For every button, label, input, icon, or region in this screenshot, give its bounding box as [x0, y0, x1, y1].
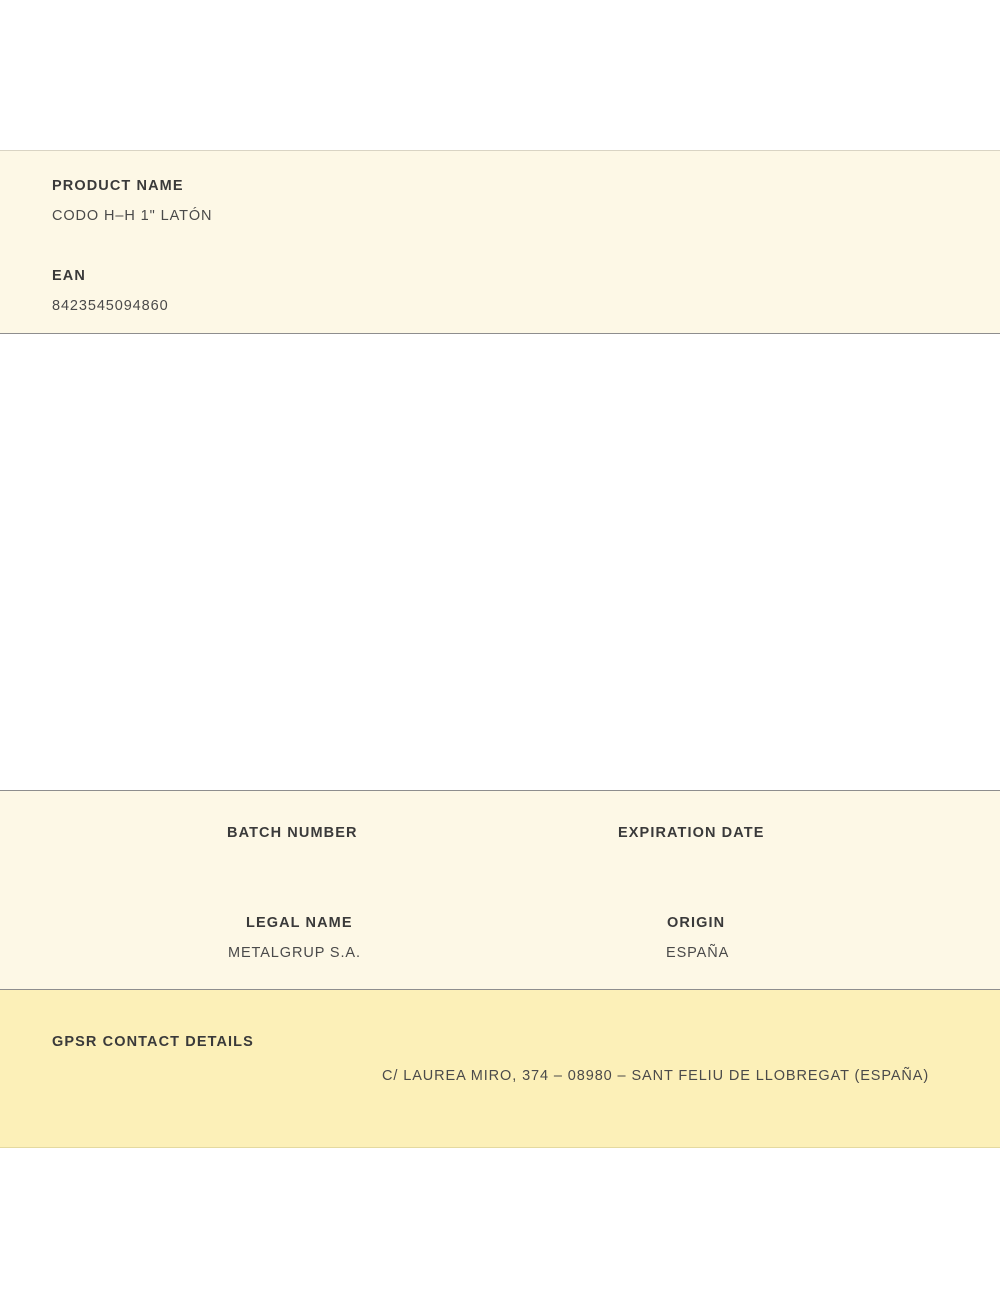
gpsr-contact-label: GPSR CONTACT DETAILS: [52, 1034, 254, 1050]
expiration-date-label: EXPIRATION DATE: [618, 825, 765, 841]
legal-name-value: METALGRUP S.A.: [228, 945, 361, 961]
origin-value: ESPAÑA: [666, 945, 730, 961]
batch-info-block: [0, 790, 1000, 990]
blank-content-area: [0, 334, 1000, 790]
ean-label: EAN: [52, 268, 86, 284]
legal-name-label: LEGAL NAME: [246, 915, 353, 931]
gpsr-contact-value: C/ LAUREA MIRO, 374 – 08980 – SANT FELIU DE LLOBREGAT (ESPAÑA): [382, 1068, 930, 1084]
product-name-value: CODO H–H 1" LATÓN: [52, 208, 213, 224]
origin-label: ORIGIN: [667, 915, 726, 931]
product-info-block: [0, 150, 1000, 334]
ean-value: 8423545094860: [52, 298, 169, 314]
product-name-label: PRODUCT NAME: [52, 178, 184, 194]
gpsr-contact-block: [0, 990, 1000, 1148]
batch-number-label: BATCH NUMBER: [227, 825, 358, 841]
